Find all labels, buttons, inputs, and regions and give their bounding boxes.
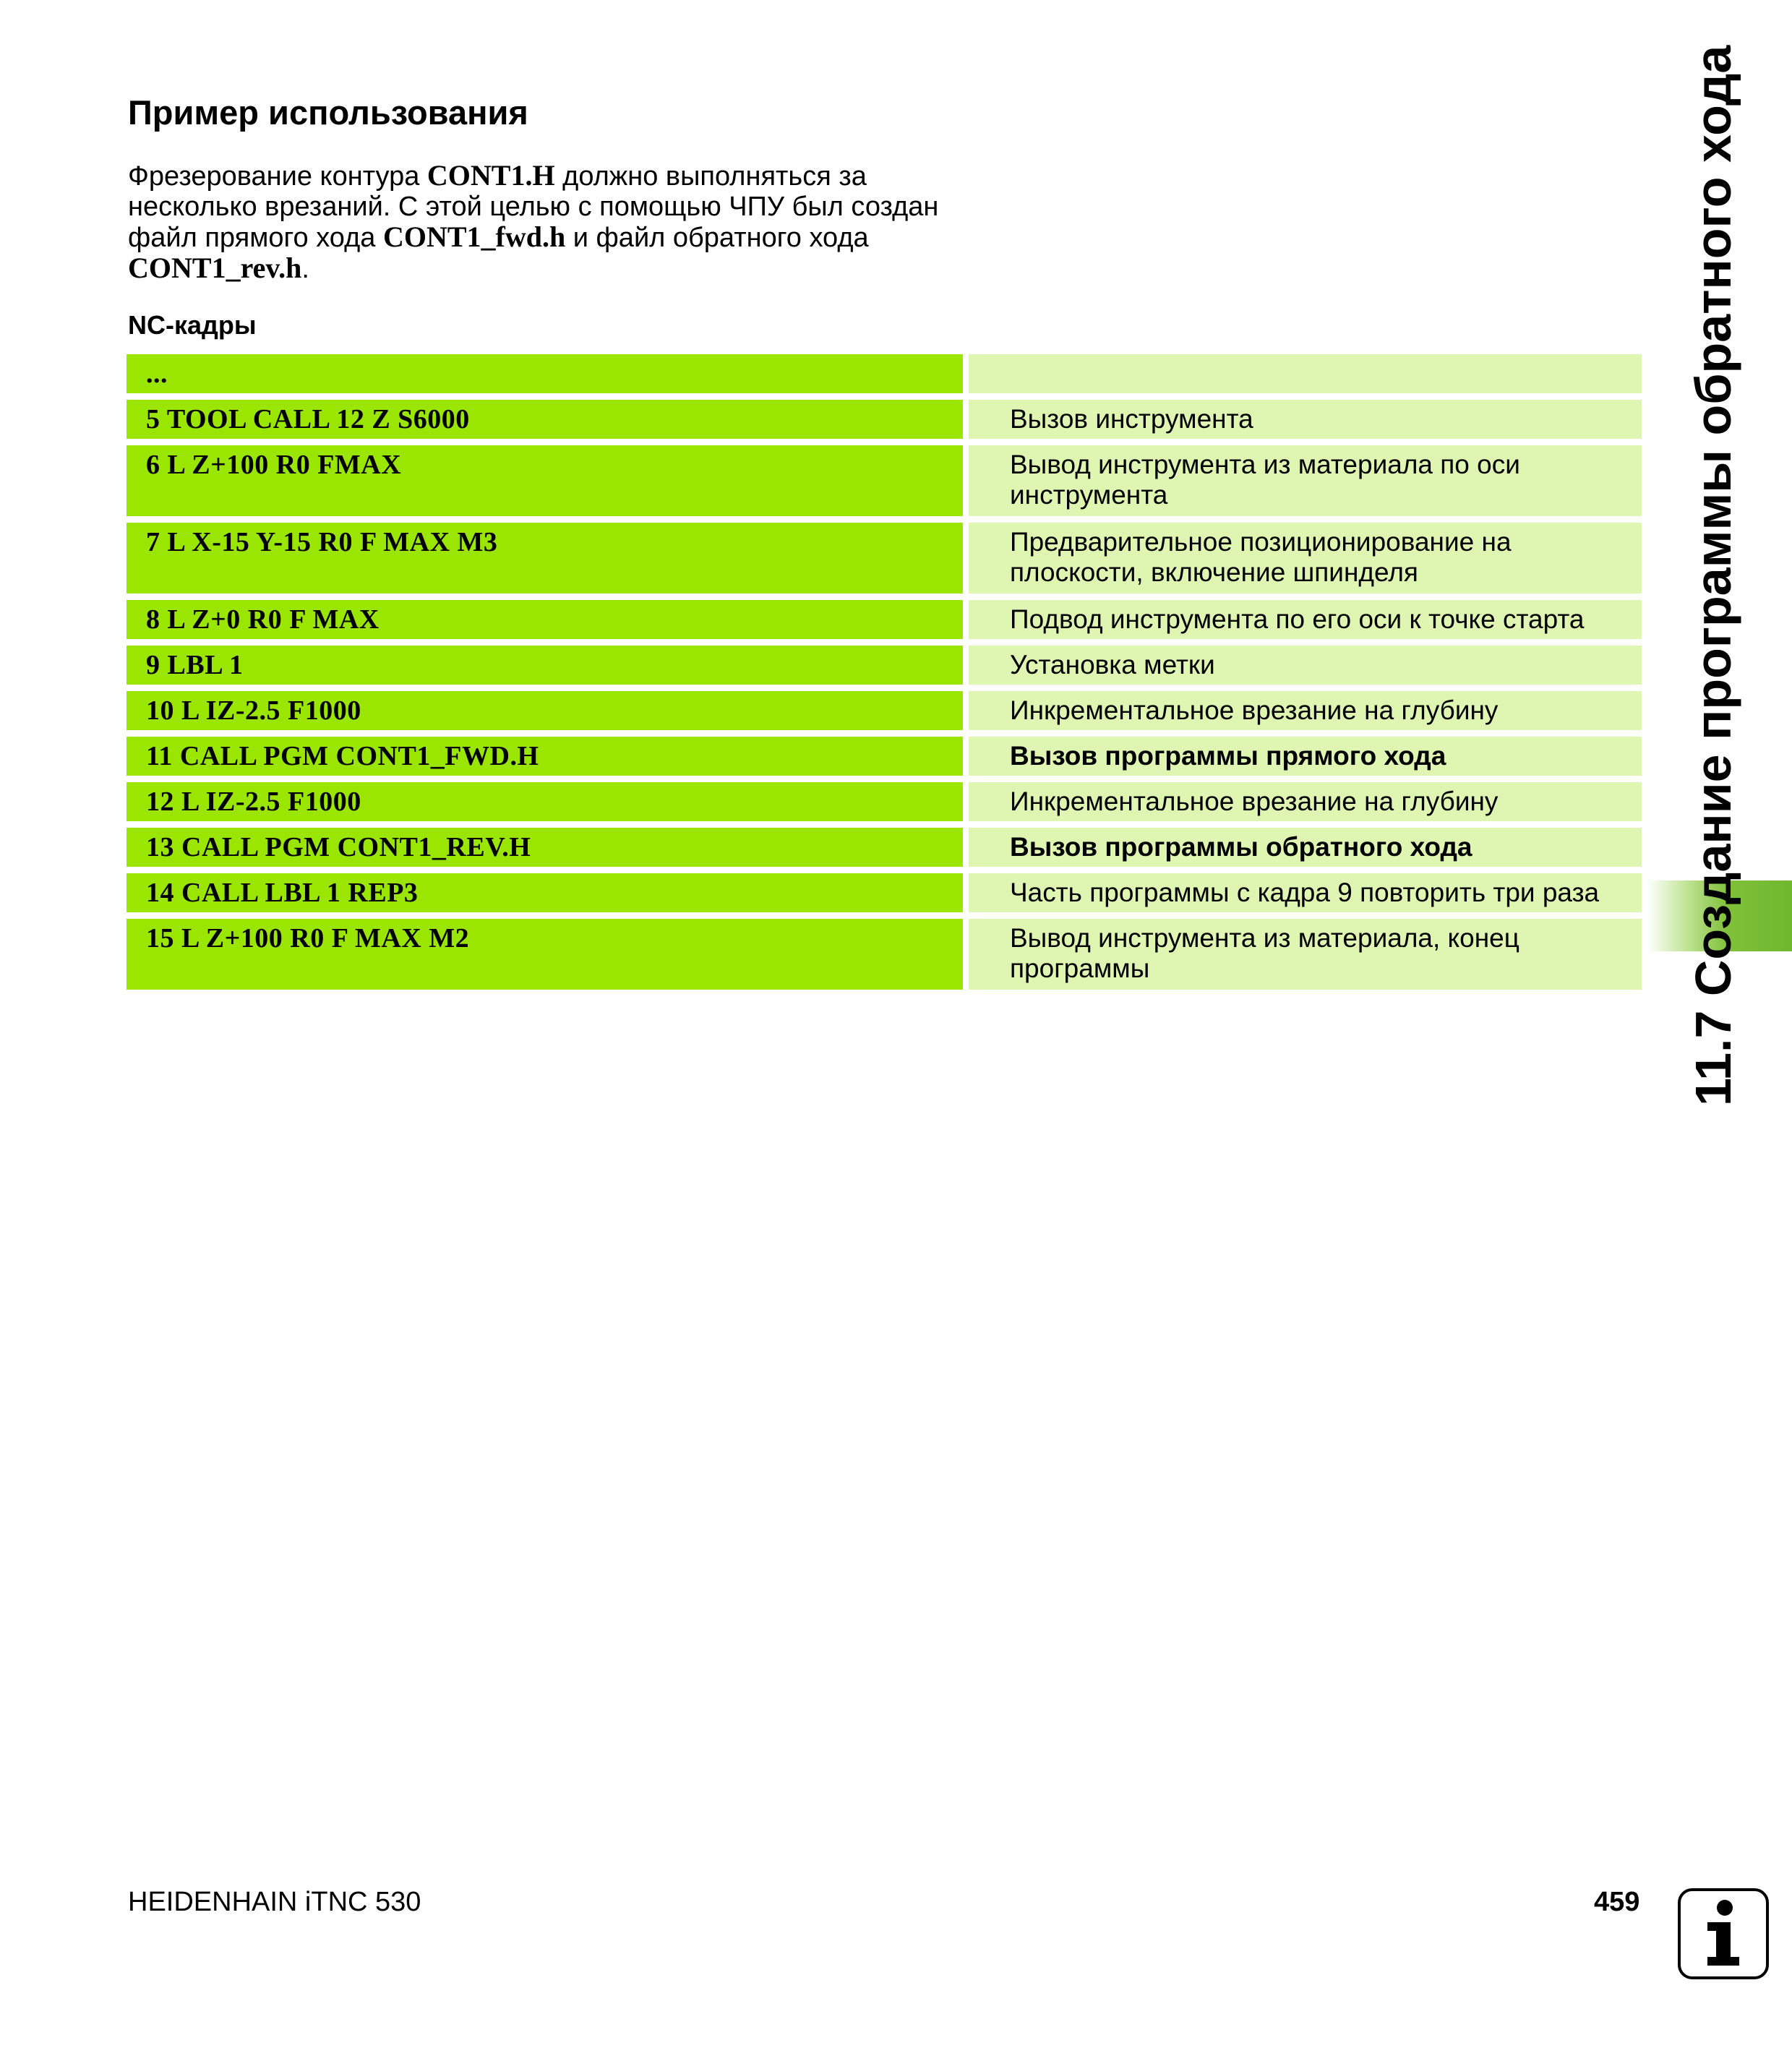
nc-description-cell: Вывод инструмента из материала по оси инструмента (969, 445, 1642, 516)
intro-text: и файл обратного хода (565, 223, 869, 253)
nc-description-cell: Часть программы с кадра 9 повторить три раза (969, 873, 1642, 912)
nc-code-cell: 14 CALL LBL 1 REP3 (127, 873, 963, 912)
intro-text: Фрезерование контура (128, 161, 427, 192)
footer-product-name: HEIDENHAIN iTNC 530 (128, 1887, 421, 1917)
nc-description-cell (969, 354, 1642, 393)
file-name: CONT1.H (426, 159, 555, 192)
nc-code-cell: 5 TOOL CALL 12 Z S6000 (127, 400, 963, 439)
table-row (127, 919, 1642, 990)
info-icon (1678, 1888, 1769, 1979)
table-row (127, 873, 1642, 912)
table-row (127, 737, 1642, 776)
nc-description-cell: Вывод инструмента из материала, конец программы (969, 919, 1642, 990)
nc-description-cell: Вызов инструмента (969, 400, 1642, 439)
nc-description-cell: Подвод инструмента по его оси к точке старта (969, 600, 1642, 639)
table-row (127, 445, 1642, 516)
nc-description-cell: Предварительное позиционирование на плоскости, включение шпинделя (969, 523, 1642, 594)
nc-description-cell: Инкрементальное врезание на глубину (969, 782, 1642, 821)
nc-code-cell: 6 L Z+100 R0 FMAX (127, 445, 963, 516)
table-row (127, 828, 1642, 867)
table-row (127, 691, 1642, 730)
nc-code-cell: 10 L IZ-2.5 F1000 (127, 691, 963, 730)
page-number: 459 (1594, 1887, 1640, 1917)
nc-code-cell: 13 CALL PGM CONT1_REV.H (127, 828, 963, 867)
table-row (127, 400, 1642, 439)
nc-blocks-heading: NC-кадры (128, 310, 257, 340)
table-row (127, 646, 1642, 685)
info-glyph (1700, 1899, 1746, 1968)
intro-paragraph (128, 160, 959, 284)
file-name: CONT1_rev.h (128, 252, 302, 284)
nc-code-cell: 9 LBL 1 (127, 646, 963, 685)
nc-code-cell: ... (127, 354, 963, 393)
nc-description-cell: Инкрементальное врезание на глубину (969, 691, 1642, 730)
nc-code-cell: 11 CALL PGM CONT1_FWD.H (127, 737, 963, 776)
chapter-side-title: 11.7 Создание программы обратного хода (1685, 45, 1741, 1106)
table-row (127, 600, 1642, 639)
nc-description-cell: Установка метки (969, 646, 1642, 685)
intro-text: должно выполняться за несколько врезаний. С этой целью с помощью ЧПУ был создан файл прямого хода (128, 161, 939, 253)
nc-description-cell: Вызов программы обратного хода (969, 828, 1642, 867)
intro-text: . (301, 254, 309, 284)
file-name: CONT1_fwd.h (382, 220, 566, 253)
nc-code-cell: 8 L Z+0 R0 F MAX (127, 600, 963, 639)
table-row (127, 354, 1642, 393)
table-row (127, 523, 1642, 594)
nc-code-cell: 7 L X-15 Y-15 R0 F MAX M3 (127, 523, 963, 594)
table-row (127, 782, 1642, 821)
nc-code-cell: 12 L IZ-2.5 F1000 (127, 782, 963, 821)
nc-code-cell: 15 L Z+100 R0 F MAX M2 (127, 919, 963, 990)
nc-description-cell: Вызов программы прямого хода (969, 737, 1642, 776)
section-heading: Пример использования (128, 93, 528, 132)
nc-program-table (127, 354, 1642, 996)
